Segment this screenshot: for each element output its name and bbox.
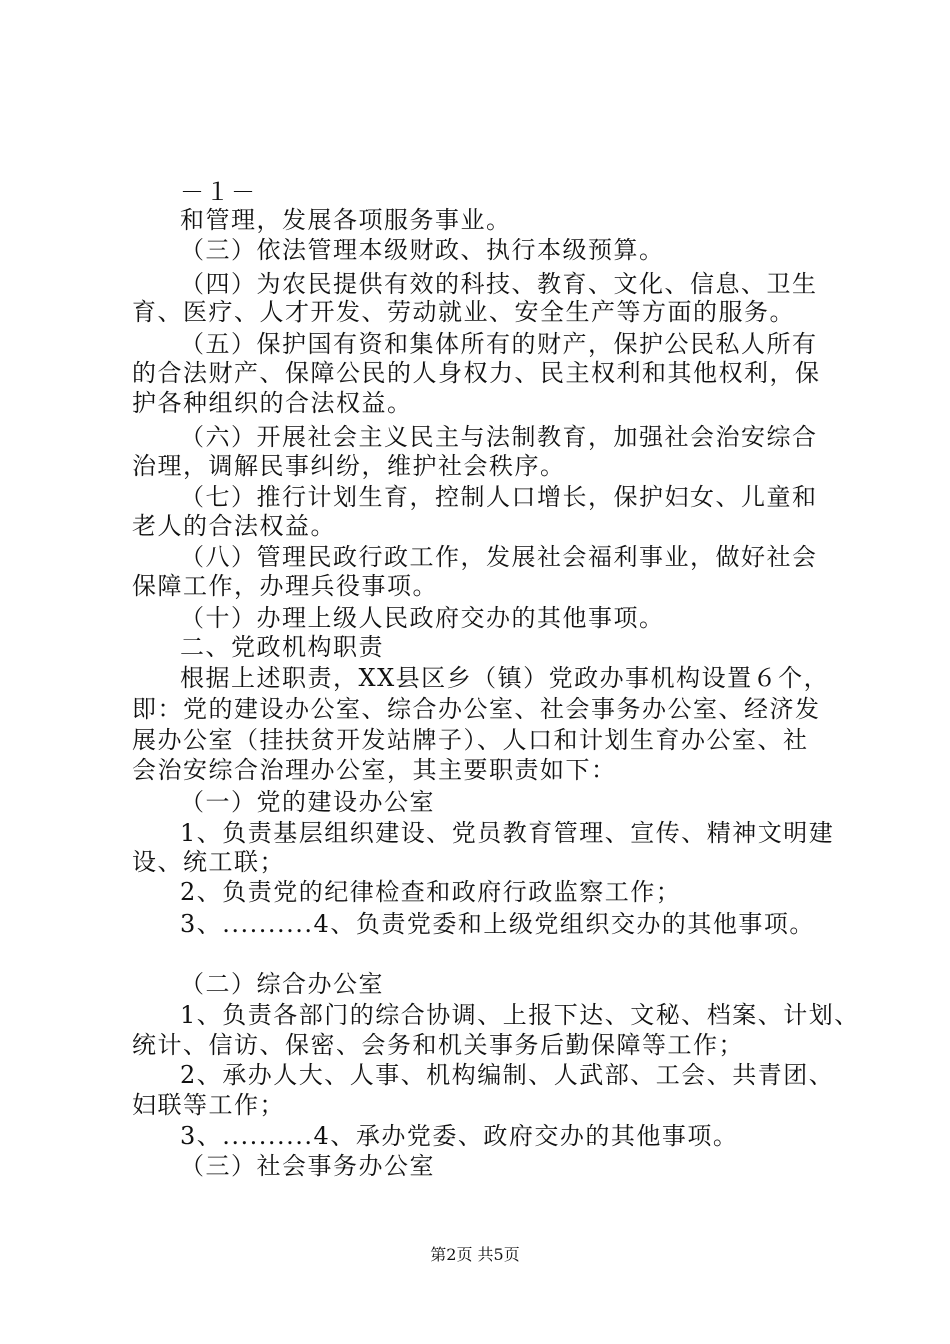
subsection-heading: （三）社会事务办公室 — [180, 1152, 435, 1180]
text-line: 1、负责基层组织建设、党员教育管理、宣传、精神文明建 — [180, 819, 835, 847]
text-line: 统计、信访、保密、会务和机关事务后勤保障等工作； — [132, 1031, 744, 1059]
text-line: （十）办理上级人民政府交办的其他事项。 — [180, 604, 665, 632]
text-line: （四）为农民提供有效的科技、教育、文化、信息、卫生 — [180, 270, 818, 298]
text-line: 2、负责党的纪律检查和政府行政监察工作； — [180, 878, 682, 906]
section-heading: 二、党政机构职责 — [180, 633, 384, 661]
text-line: 3、..........4、负责党委和上级党组织交办的其他事项。 — [180, 910, 815, 938]
text-line: 的合法财产、保障公民的人身权力、民主权利和其他权利，保 — [132, 359, 821, 387]
subsection-heading: （一）党的建设办公室 — [180, 788, 435, 816]
page-footer: 第2页 共5页 — [430, 1245, 520, 1264]
subsection-heading: （二）综合办公室 — [180, 970, 384, 998]
text-line: 根据上述职责，XX县区乡（镇）党政办事机构设置６个， — [180, 664, 830, 692]
text-line: 老人的合法权益。 — [132, 512, 336, 540]
text-line: （六）开展社会主义民主与法制教育，加强社会治安综合 — [180, 423, 818, 451]
text-line: 设、统工联； — [132, 848, 285, 876]
text-line: 和管理，发展各项服务事业。 — [180, 206, 512, 234]
text-line: 会治安综合治理办公室，其主要职责如下： — [132, 756, 617, 784]
text-line: （八）管理民政行政工作，发展社会福利事业，做好社会 — [180, 543, 818, 571]
text-line: 护各种组织的合法权益。 — [132, 389, 413, 417]
page-marker: －１－ — [180, 178, 257, 206]
text-line: 保障工作，办理兵役事项。 — [132, 572, 438, 600]
text-line: 3、..........4、承办党委、政府交办的其他事项。 — [180, 1122, 739, 1150]
text-line: 育、医疗、人才开发、劳动就业、安全生产等方面的服务。 — [132, 298, 795, 326]
text-line: 即：党的建设办公室、综合办公室、社会事务办公室、经济发 — [132, 695, 821, 723]
text-line: 2、承办人大、人事、机构编制、人武部、工会、共青团、 — [180, 1061, 835, 1089]
text-line: （七）推行计划生育，控制人口增长，保护妇女、儿童和 — [180, 483, 818, 511]
text-line: 展办公室（挂扶贫开发站牌子）、人口和计划生育办公室、社 — [132, 726, 809, 754]
text-line: （五）保护国有资和集体所有的财产，保护公民私人所有 — [180, 330, 818, 358]
text-line: 1、负责各部门的综合协调、上报下达、文秘、档案、计划、 — [180, 1001, 860, 1029]
text-line: （三）依法管理本级财政、执行本级预算。 — [180, 236, 665, 264]
text-line: 妇联等工作； — [132, 1091, 285, 1119]
text-line: 治理，调解民事纠纷，维护社会秩序。 — [132, 452, 566, 480]
